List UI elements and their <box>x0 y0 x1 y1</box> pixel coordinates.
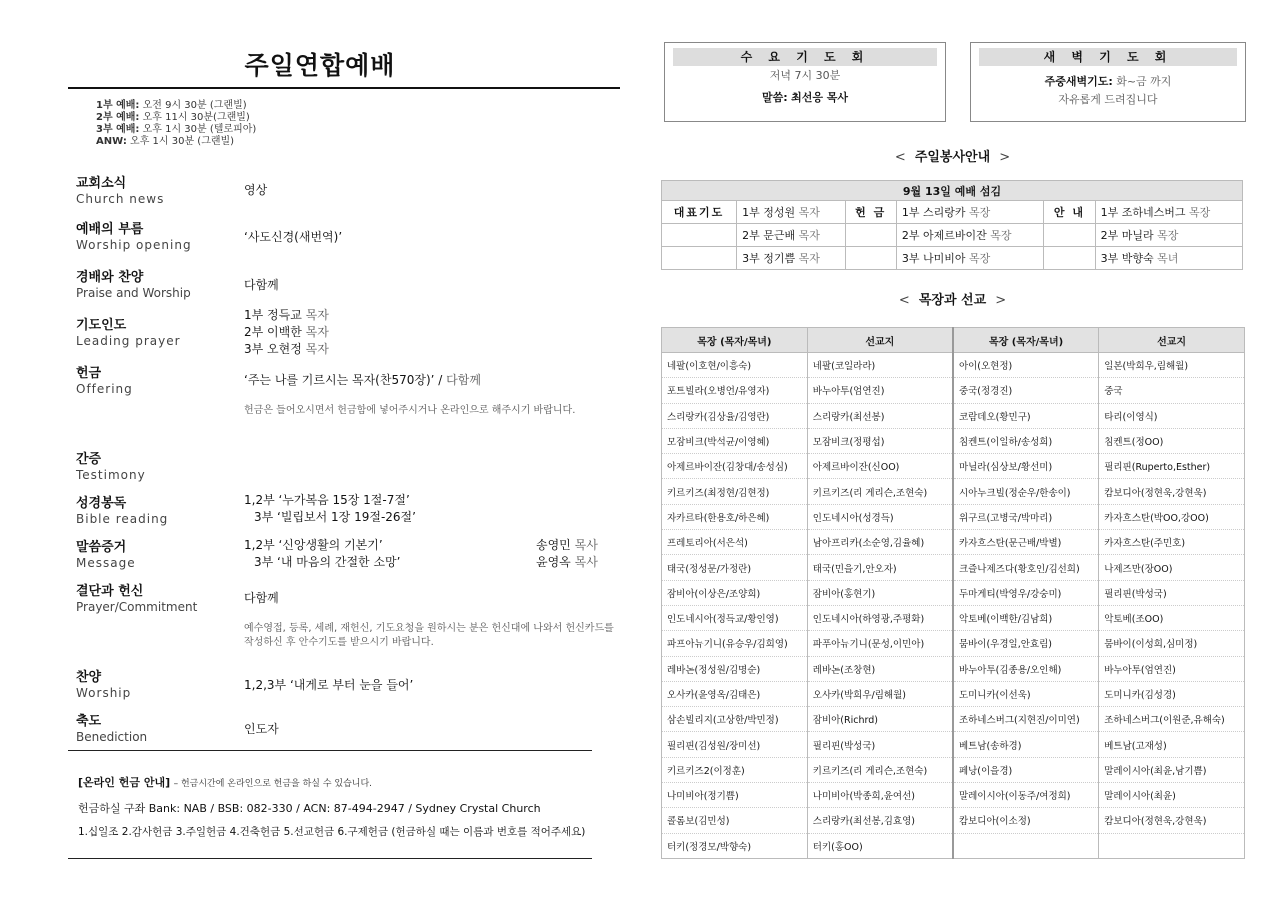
table-cell <box>953 833 1099 858</box>
footer-divider <box>68 858 592 859</box>
table-cell <box>1099 833 1245 858</box>
table-cell: 태국(정성문/가정란) <box>662 555 808 580</box>
table-cell: 말레이시아(최윤) <box>1099 783 1245 808</box>
dawn-prayer-note: 자유롭게 드려집니다 <box>1058 93 1158 106</box>
table-cell: 삼손빌리지(고상한/박민정) <box>662 707 808 732</box>
table-cell: 스리랑카(최선봉,김효영) <box>807 808 953 833</box>
table-cell: 캄보디아(정현욱,강현욱) <box>1099 479 1245 504</box>
bible-reading: 1,2부 ‘누가복음 15장 1절-7절’ 3부 ‘빌립보서 1장 19절-26절’ <box>244 493 416 524</box>
table-cell: 바누아투(김종용/오인해) <box>953 656 1099 681</box>
dawn-prayer-box <box>970 42 1246 122</box>
table-cell: 콜롬보(김민성) <box>662 808 808 833</box>
table-cell: 스리랑카(최선봉) <box>807 403 953 428</box>
benediction-value: 인도자 <box>244 722 279 736</box>
order-item-bible: 성경봉독 Bible reading <box>76 496 169 526</box>
wednesday-prayer-speaker: 말씀: 최선응 목사 <box>761 91 849 104</box>
table-cell: 키르키즈(리 게리슨,조현숙) <box>807 479 953 504</box>
table-cell: 남아프리카(소순영,김율혜) <box>807 530 953 555</box>
table-cell: 필리핀(김성원/장미선) <box>662 732 808 757</box>
section-divider <box>68 750 592 751</box>
service-time-2: 2부 예배: 오후 11시 30분(그랜빌) <box>96 112 250 123</box>
table-cell: 나미비아(박종희,윤여선) <box>807 783 953 808</box>
table-row: 3부 정기쁨 목자 3부 나미비아 목장 3부 박향숙 목녀 <box>662 247 1243 270</box>
mission-section-title: < 목장과 선교 > <box>898 293 1007 308</box>
table-row <box>662 580 1245 605</box>
table-cell: 침켄트(이일하/송성희) <box>953 428 1099 453</box>
dawn-prayer-title: 새 벽 기 도 회 <box>979 48 1237 66</box>
table-cell: 악토베(조OO) <box>1099 605 1245 630</box>
order-item-hymn: 찬양 Worship <box>76 670 132 700</box>
column-header: 선교지 <box>1099 328 1245 353</box>
table-cell: 나미비아(정기쁨) <box>662 783 808 808</box>
table-cell: 네팔(이호현/이흥숙) <box>662 353 808 378</box>
table-cell: 베트남(고재성) <box>1099 732 1245 757</box>
table-row <box>662 530 1245 555</box>
table-cell: 나제즈만(장OO) <box>1099 555 1245 580</box>
wednesday-prayer-time: 저녁 7시 30분 <box>769 69 841 82</box>
table-cell: 코람데오(황민구) <box>953 403 1099 428</box>
table-cell: 침켄트(정OO) <box>1099 428 1245 453</box>
table-cell: 인도네시아(정득교/황인영) <box>662 605 808 630</box>
news-value: 영상 <box>244 183 268 197</box>
service-table <box>661 180 1243 270</box>
table-cell: 바누아투(엄연진) <box>807 378 953 403</box>
table-cell: 터키(홍OO) <box>807 833 953 858</box>
offering-value: ‘주는 나를 기르시는 목자(찬570장)’ / 다함께 <box>244 373 481 387</box>
table-cell: 카자흐스탄(주민호) <box>1099 530 1245 555</box>
service-table-header: 9월 13일 예배 섬김 <box>662 181 1243 201</box>
table-cell: 레바논(정성원/김명순) <box>662 656 808 681</box>
table-row: 대표기도 1부 정성원 목자 헌 금 1부 스리랑카 목장 안 내 1부 조하네스버그 목장 <box>662 201 1243 224</box>
order-item-message: 말씀증거 Message <box>76 540 136 570</box>
order-item-offering: 헌금 Offering <box>76 366 133 396</box>
table-cell: 필리핀(박성국) <box>807 732 953 757</box>
table-cell: 네팔(코일라라) <box>807 353 953 378</box>
table-row <box>662 757 1245 782</box>
table-row <box>662 732 1245 757</box>
bank-account: 헌금하실 구좌 Bank: NAB / BSB: 082-330 / ACN: 87-494-2947 / Sydney Crystal Church <box>78 802 541 815</box>
table-cell: 캄보디아(정현욱,강현욱) <box>1099 808 1245 833</box>
message-speakers: 송영민 목사 윤영옥 목사 <box>536 538 598 569</box>
table-cell: 마닐라(심상보/황선미) <box>953 454 1099 479</box>
table-cell: 바누아투(엄연진) <box>1099 656 1245 681</box>
table-cell: 조하네스버그(이원준,유해숙) <box>1099 707 1245 732</box>
offering-note: 헌금은 들어오시면서 헌금함에 넣어주시거나 온라인으로 해주시기 바랍니다. <box>244 405 576 416</box>
order-item-commitment: 결단과 헌신 Prayer/Commitment <box>76 584 198 614</box>
table-cell: 잠비아(Richrd) <box>807 707 953 732</box>
table-cell: 카자흐스탄(문근배/박별) <box>953 530 1099 555</box>
table-row <box>662 353 1245 378</box>
table-row <box>662 428 1245 453</box>
order-item-prayer: 기도인도 Leading prayer <box>76 318 181 348</box>
table-cell: 포트빌라(오병언/유영자) <box>662 378 808 403</box>
hymn-value: 1,2,3부 ‘내게로 부터 눈을 들어’ <box>244 678 414 692</box>
column-header: 선교지 <box>807 328 953 353</box>
order-item-benediction: 축도 Benediction <box>76 714 148 744</box>
table-cell: 두마게티(박영우/강숭미) <box>953 580 1099 605</box>
table-row <box>662 504 1245 529</box>
dawn-prayer-days: 주중새벽기도: 화~금 까지 <box>1044 75 1172 88</box>
prayer-leaders: 1부 정득교 목자 2부 이백한 목자 3부 오현정 목자 <box>244 308 329 356</box>
table-cell: 키르키즈(최정현/김현정) <box>662 479 808 504</box>
service-times <box>96 100 256 148</box>
service-section-title: < 주일봉사안내 > <box>894 150 1011 165</box>
table-row <box>662 656 1245 681</box>
column-header: 목장 (목자/목녀) <box>953 328 1099 353</box>
table-cell: 스리랑카(김상율/김영란) <box>662 403 808 428</box>
table-cell: 카자흐스탄(박OO,강OO) <box>1099 504 1245 529</box>
table-cell: 아이(오현정) <box>953 353 1099 378</box>
table-cell: 도미니카(이선욱) <box>953 681 1099 706</box>
table-cell: 뭄바이(우경일,안효림) <box>953 631 1099 656</box>
table-cell: 시아누크빌(정순우/한송이) <box>953 479 1099 504</box>
order-item-testimony: 간증 Testimony <box>76 452 146 482</box>
wednesday-prayer-box <box>664 42 946 122</box>
table-row <box>662 707 1245 732</box>
praise-value: 다함께 <box>244 278 279 292</box>
table-cell: 키르키즈2(이정훈) <box>662 757 808 782</box>
table-cell: 태국(민을기,안오자) <box>807 555 953 580</box>
message-titles: 1,2부 ‘신앙생활의 기본기’ 3부 ‘내 마음의 간절한 소망’ <box>244 538 401 569</box>
title-divider <box>68 87 620 89</box>
online-offering-heading: [온라인 헌금 안내] – 헌금시간에 온라인으로 헌금을 하실 수 있습니다. <box>78 776 373 789</box>
table-row: 2부 문근배 목자 2부 아제르바이잔 목장 2부 마닐라 목장 <box>662 224 1243 247</box>
table-row <box>662 403 1245 428</box>
table-cell: 터키(정경모/박향숙) <box>662 833 808 858</box>
table-cell: 오사카(윤영옥/김태은) <box>662 681 808 706</box>
call-value: ‘사도신경(새번역)’ <box>244 230 343 244</box>
table-cell: 오사카(박희우/림해월) <box>807 681 953 706</box>
mission-table <box>661 327 1245 859</box>
table-cell: 모잠비크(박석균/이영혜) <box>662 428 808 453</box>
table-cell: 필리핀(Ruperto,Esther) <box>1099 454 1245 479</box>
column-header: 목장 (목자/목녀) <box>662 328 808 353</box>
table-row <box>662 454 1245 479</box>
table-cell: 파푸아뉴기니(문성,이민아) <box>807 631 953 656</box>
table-row <box>662 631 1245 656</box>
table-cell: 타리(이영식) <box>1099 403 1245 428</box>
table-row <box>662 833 1245 858</box>
table-cell: 아제르바이잔(김창대/송성심) <box>662 454 808 479</box>
service-time-3: 3부 예배: 오후 1시 30분 (텔로피아) <box>96 124 257 135</box>
table-cell: 파프아뉴기니(유승우/김희영) <box>662 631 808 656</box>
service-time-anw: ANW: 오후 1시 30분 (그랜빌) <box>96 136 235 147</box>
table-cell: 중국(정경진) <box>953 378 1099 403</box>
table-cell: 잠비아(홍현기) <box>807 580 953 605</box>
table-cell: 자카르타(한용호/하은혜) <box>662 504 808 529</box>
table-cell: 중국 <box>1099 378 1245 403</box>
commitment-note: 예수영접, 등록, 세례, 재헌신, 기도요청을 원하시는 분은 헌신대에 나와서 헌신카드를 작성하신 후 안수기도를 받으시기 바랍니다. <box>244 623 614 648</box>
wednesday-prayer-title: 수 요 기 도 회 <box>673 48 937 66</box>
offering-types: 1.십일조 2.감사헌금 3.주일헌금 4.건축헌금 5.선교헌금 6.구제헌금 (헌금하실 때는 이름과 번호를 적어주세요) <box>78 826 586 838</box>
table-cell: 프레토리아(서은석) <box>662 530 808 555</box>
service-time-1: 1부 예배: 오전 9시 30분 (그랜빌) <box>96 100 247 111</box>
table-cell: 인도네시아(성경득) <box>807 504 953 529</box>
page-title: 주일연합예배 <box>244 51 396 80</box>
table-row <box>662 681 1245 706</box>
table-cell: 악토베(이백한/김남희) <box>953 605 1099 630</box>
table-cell: 조하네스버그(지현진/이미연) <box>953 707 1099 732</box>
order-item-news: 교회소식 Church news <box>76 176 165 206</box>
table-cell: 베트남(송하경) <box>953 732 1099 757</box>
table-cell: 아제르바이잔(신OO) <box>807 454 953 479</box>
table-cell: 레바논(조창현) <box>807 656 953 681</box>
table-cell: 말레이시아(이동주/여정희) <box>953 783 1099 808</box>
table-cell: 페낭(이을경) <box>953 757 1099 782</box>
table-cell: 잠비아(이상은/조양희) <box>662 580 808 605</box>
table-row <box>662 555 1245 580</box>
table-cell: 뭄바이(이성희,심미정) <box>1099 631 1245 656</box>
table-cell: 모잠비크(정평섭) <box>807 428 953 453</box>
order-item-call: 예배의 부름 Worship opening <box>76 222 192 252</box>
table-row <box>662 605 1245 630</box>
order-item-praise: 경배와 찬양 Praise and Worship <box>76 270 191 300</box>
table-row <box>662 479 1245 504</box>
table-cell: 말레이시아(최윤,남기쁨) <box>1099 757 1245 782</box>
commitment-value: 다함께 <box>244 591 279 605</box>
table-row <box>662 808 1245 833</box>
table-row <box>662 783 1245 808</box>
table-cell: 일본(박희우,림해월) <box>1099 353 1245 378</box>
table-cell: 키르키즈(리 게리슨,조현숙) <box>807 757 953 782</box>
table-cell: 캄보디아(이소정) <box>953 808 1099 833</box>
table-cell: 인도네시아(하영광,주평화) <box>807 605 953 630</box>
table-cell: 필리핀(박성국) <box>1099 580 1245 605</box>
table-cell: 도미니카(김성경) <box>1099 681 1245 706</box>
table-cell: 위구르(고병국/박마리) <box>953 504 1099 529</box>
table-row <box>662 378 1245 403</box>
table-cell: 크즐나제즈다(황호인/김선희) <box>953 555 1099 580</box>
